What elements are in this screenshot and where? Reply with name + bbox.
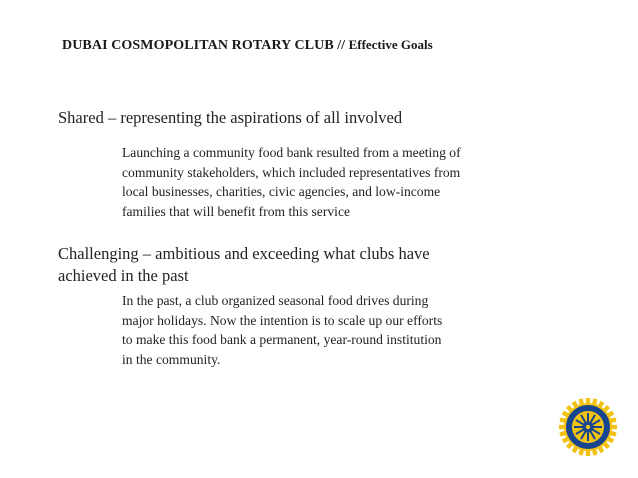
body-line: local businesses, charities, civic agencies, and low-income — [122, 184, 441, 199]
body-line: major holidays. Now the intention is to scale up our efforts — [122, 312, 443, 328]
point-body-challenging — [122, 291, 442, 369]
point-heading-shared — [58, 107, 402, 129]
body-line: community stakeholders, which included representatives from — [122, 164, 461, 180]
heading-line: Shared – representing the aspirations of all involved — [58, 108, 403, 127]
body-line: In the past, a club organized seasonal food drives during — [122, 293, 429, 308]
slide-subtitle: Effective Goals — [348, 37, 433, 52]
heading-line: Challenging – ambitious and exceeding what clubs have — [58, 244, 430, 263]
point-heading-challenging — [58, 243, 430, 287]
rotary-wheel-icon — [558, 397, 618, 457]
body-line: Launching a community food bank resulted from a meeting of — [122, 145, 461, 160]
rotary-hub-center — [586, 425, 590, 429]
club-name: DUBAI COSMOPOLITAN ROTARY CLUB — [62, 38, 334, 53]
title-separator: // — [333, 38, 349, 53]
body-line: families that will benefit from this service — [122, 203, 351, 219]
body-line: in the community. — [122, 351, 221, 367]
rotary-wheel-svg — [558, 397, 618, 457]
body-line: to make this food bank a permanent, year-round institution — [122, 332, 442, 347]
slide-title — [62, 36, 433, 54]
point-body-shared — [122, 143, 461, 221]
heading-line: achieved in the past — [58, 266, 189, 285]
